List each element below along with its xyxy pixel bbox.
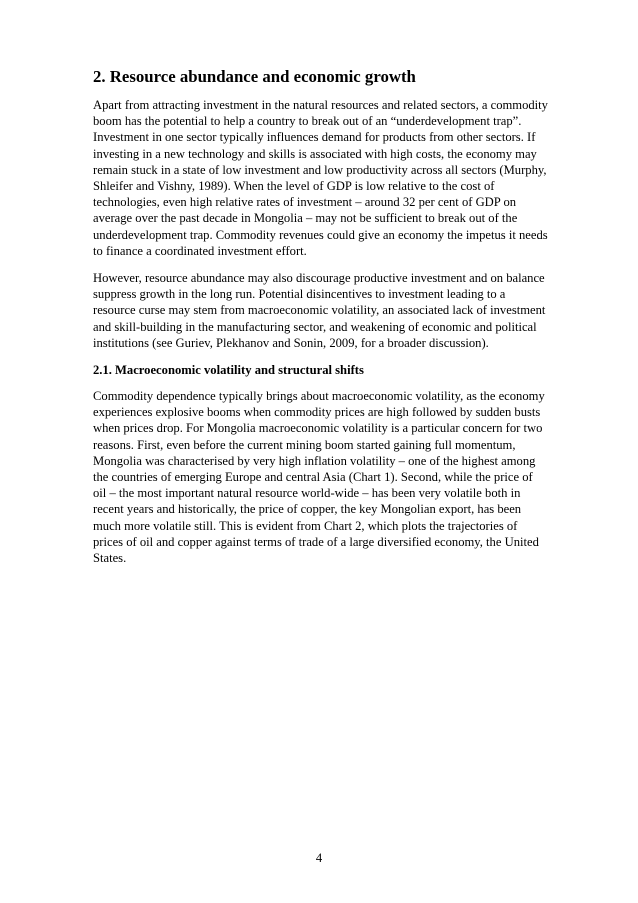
paragraph-resource-curse: However, resource abundance may also discourage productive investment and on balance suppress growth in the long run. Potential disincentives to investment leading to a resource curse may stem from macroeconomic volatility, an associated lack of investment and skill-building in the manufacturing sector, and weakening of economic and political institutions (see Guriev, Plekhanov and Sonin, 2009, for a broader discussion). [93, 271, 546, 350]
subsection-title: 2.1. Macroeconomic volatility and structural shifts [93, 363, 364, 378]
paragraph-underdevelopment-trap: Apart from attracting investment in the natural resources and related sectors, a commodity boom has the potential to help a country to break out of an “underdevelopment trap”. Investment in one sector typically influences demand for products from other sectors. If investing in a new technology and skills is associated with high costs, the economy may remain stuck in a state of low investment and low productivity across all sectors (Murphy, Shleifer and Vishny, 1989). When the level of GDP is low relative to the cost of technologies, even high relative rates of investment – around 32 per cent of GDP on average over the past decade in Mongolia – may not be sufficient to break out of the underdevelopment trap. Commodity revenues could give an economy the impetus it needs to finance a coordinated investment effort. [93, 98, 548, 258]
paragraph-macroeconomic-volatility: Commodity dependence typically brings about macroeconomic volatility, as the economy experiences explosive booms when commodity prices are high followed by sudden busts when prices drop. For Mongolia macroeconomic volatility is a particular concern for two reasons. First, even before the current mining boom started gaining full momentum, Mongolia was characterised by very high inflation volatility – one of the highest among the countries of emerging Europe and central Asia (Chart 1). Second, while the price of oil – the most important natural resource world-wide – has been very volatile both in recent years and historically, the price of copper, the key Mongolian export, has been much more volatile still. This is evident from Chart 2, which plots the trajectories of prices of oil and copper against terms of trade of a large diversified economy, the United States. [93, 389, 545, 566]
section-title: 2. Resource abundance and economic growth [93, 67, 416, 86]
page-number: 4 [315, 851, 323, 865]
page-content [93, 66, 549, 577]
